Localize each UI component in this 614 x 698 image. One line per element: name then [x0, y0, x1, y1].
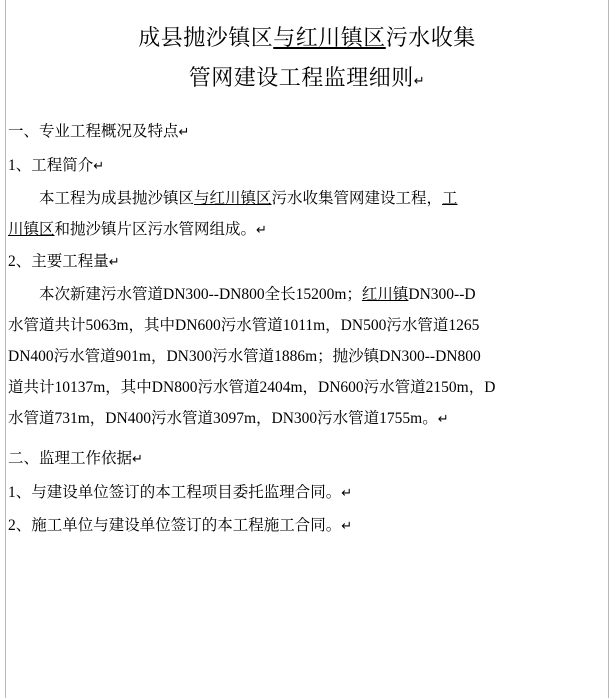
paragraph-mark-icon: ↵ — [437, 411, 449, 426]
document-title-line-2 — [8, 58, 606, 101]
paragraph-mark-icon: ↵ — [341, 518, 353, 533]
paragraph-mark-icon: ↵ — [178, 124, 190, 139]
list-item-2-1-text: 1、与建设单位签订的本工程项目委托监理合同。 — [8, 484, 342, 501]
paragraph-1-2-line-2: 水管道共计5063m，其中DN600污水管道1011m，DN500污水管道1265 — [8, 317, 480, 334]
list-item-2-1 — [8, 476, 606, 509]
paragraph-1-2-line-1 — [8, 279, 606, 310]
page-right-rule — [608, 0, 609, 698]
heading-1-1 — [8, 149, 606, 183]
heading-1-1-text: 1、工程简介 — [8, 157, 94, 174]
title-part-a: 成县抛沙镇区 — [138, 25, 274, 50]
paragraph-mark-icon: ↵ — [413, 73, 426, 88]
para-text-a: 本次新建污水管道DN300--DN800全长15200m； — [39, 286, 362, 303]
document-title-line-1 — [8, 18, 606, 58]
paragraph-1-2-line-3: DN400污水管道901m，DN300污水管道1886m；抛沙镇DN300--DN800 — [8, 348, 481, 365]
para-text-b: 和抛沙镇片区污水管网组成。 — [54, 221, 257, 238]
heading-section-1-text: 一、专业工程概况及特点 — [8, 123, 179, 140]
title-spacer — [8, 101, 606, 107]
paragraph-mark-icon: ↵ — [256, 222, 267, 237]
paragraph-1-1-line-2 — [8, 214, 606, 245]
title-part-underlined: 与红川镇区 — [273, 25, 386, 50]
paragraph-1-1-line-1 — [8, 183, 606, 214]
document-body — [6, 0, 608, 698]
para-text: 水管道731m，DN400污水管道3097m，DN300污水管道1755m。 — [8, 410, 438, 427]
title-line-2-text: 管网建设工程监理细则 — [188, 65, 414, 90]
para-text-c: 污水收集管网建设工程， — [271, 190, 443, 207]
para-text-underlined: 与红川镇区 — [194, 190, 272, 207]
paragraph-mark-icon: ↵ — [93, 158, 105, 173]
para-text-c: DN300--D — [408, 286, 476, 303]
para-text-underlined-2: 工 — [442, 190, 458, 207]
list-item-2-2-text: 2、施工单位与建设单位签订的本工程施工合同。 — [8, 517, 342, 534]
para-text-underlined: 红川镇 — [361, 286, 409, 303]
paragraph-mark-icon: ↵ — [341, 485, 353, 500]
paragraph-1-2-line-4: 道共计10137m，其中DN800污水管道2404m，DN600污水管道2150m，D — [8, 379, 496, 396]
heading-section-2-text: 二、监理工作依据 — [8, 450, 133, 467]
heading-section-1 — [8, 115, 606, 149]
heading-1-2-text: 2、主要工程量 — [8, 253, 109, 270]
heading-1-2 — [8, 245, 606, 279]
list-item-2-2 — [8, 509, 606, 542]
paragraph-1-2-line-5 — [8, 403, 606, 434]
para-text-underlined-3: 川镇区 — [8, 221, 55, 238]
paragraph-mark-icon: ↵ — [108, 254, 120, 269]
heading-section-2 — [8, 442, 606, 476]
para-text-a: 本工程为成县抛沙镇区 — [39, 190, 195, 207]
paragraph-mark-icon: ↵ — [132, 451, 143, 466]
title-part-c: 污水收集 — [385, 25, 476, 50]
